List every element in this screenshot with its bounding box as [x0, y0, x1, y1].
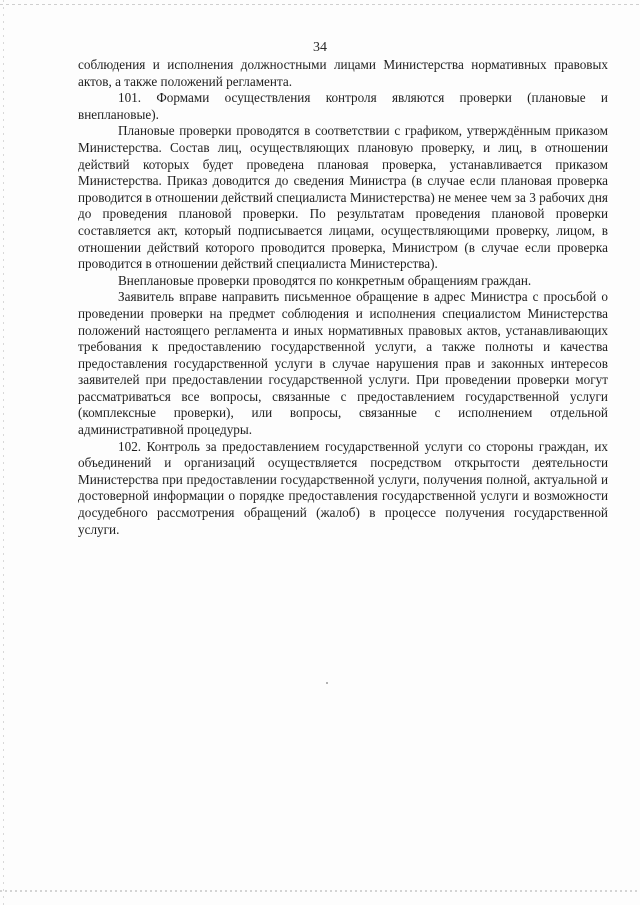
- scan-speck: [326, 682, 328, 684]
- page-number: 34: [313, 40, 327, 55]
- scan-edge-left: [3, 0, 4, 905]
- paragraph-planned-inspections: Плановые проверки проводятся в соответствии с графиком, утверждённым приказом Министерства. Состав лиц, осуществляющих плановую проверку, и лиц, в отношении действий которых будет проведена плановая проверка, устанавливается приказом Министерства. Приказ доводится до сведения Министра (в случае если плановая проверка проводится в отношении действий специалиста Министерства) не менее чем за 3 рабочих дня до проведения плановой проверки. По результатам проведения плановой проверки составляется акт, который подписывается лицами, осуществляющими проверку, лицом, в отношении действий которого проводится проверка, Министром (в случае если проверка проводится в отношении действий специалиста Министерства).: [78, 123, 608, 272]
- document-body: [78, 57, 608, 538]
- paragraph-unplanned-inspections: Внеплановые проверки проводятся по конкретным обращениям граждан.: [118, 272, 532, 288]
- paragraph-applicant-request: Заявитель вправе направить письменное обращение в адрес Министра с просьбой о проведении проверки на предмет соблюдения и исполнения специалистом Министерства положений настоящего регламента и иных нормативных правовых актов, устанавливающих требования к предоставлению государственной услуги, а также полноты и качества предоставления государственной услуги в случае нарушения прав и законных интересов заявителей при предоставлении государственной услуги. При проведении проверки могут рассматриваться все вопросы, связанные с предоставлением государственной услуги (комплексные проверки), или вопросы, связанные с исполнением отдельной административной процедуры.: [78, 289, 608, 438]
- paragraph-continuation: соблюдения и исполнения должностными лицами Министерства нормативных правовых актов, а также положений регламента.: [78, 57, 608, 89]
- scan-edge-bottom: [0, 890, 640, 892]
- paragraph-101: 101. Формами осуществления контроля являются проверки (плановые и внеплановые).: [78, 90, 608, 122]
- scan-edge-top: [0, 4, 640, 5]
- paragraph-102: 102. Контроль за предоставлением государственной услуги со стороны граждан, их объединений и организаций осуществляется посредством открытости деятельности Министерства при предоставлении государственной услуги, получения полной, актуальной и достоверной информации о порядке предоставления государственной услуги и возможности досудебного рассмотрения обращений (жалоб) в процессе получения государственной услуги.: [78, 438, 608, 537]
